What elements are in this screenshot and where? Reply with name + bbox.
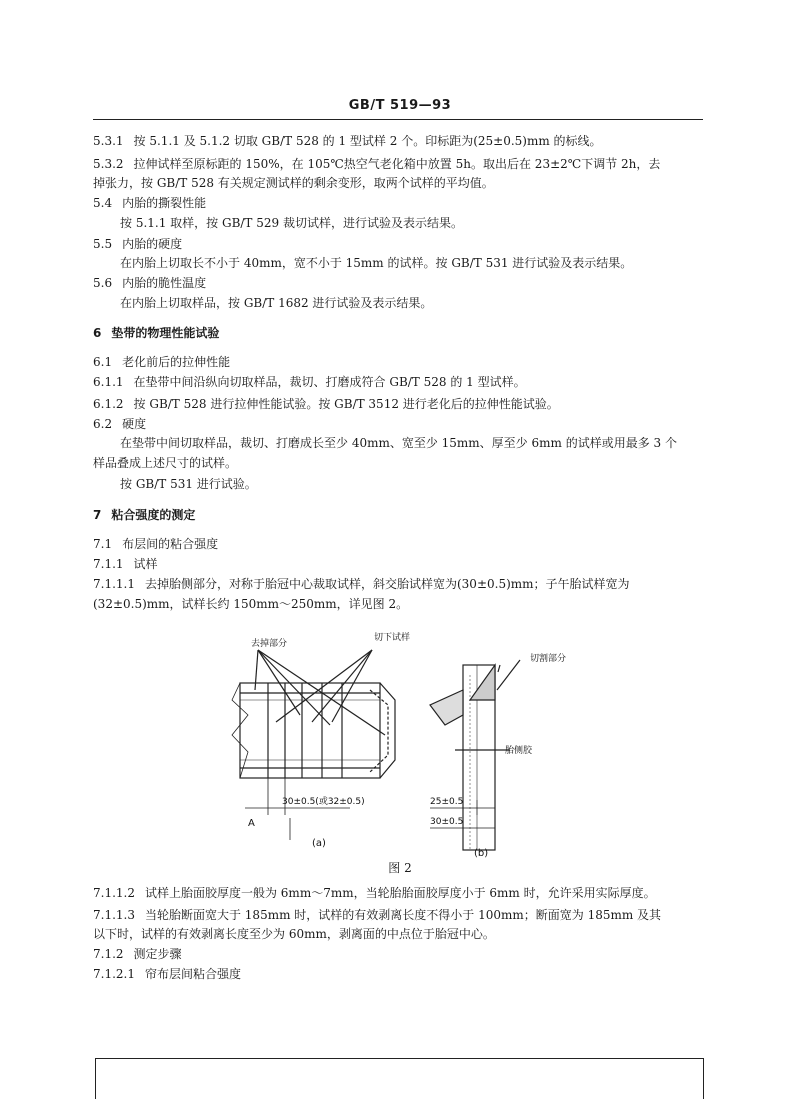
section-6-heading: 6 垫带的物理性能试验 (93, 326, 220, 340)
section-7-heading: 7 粘合强度的测定 (93, 508, 196, 522)
clause-6-2: 6.2 硬度 (93, 417, 147, 431)
clause-7-1-1-2: 7.1.1.2 试样上胎面胶厚度一般为 6mm～7mm，当轮胎胎面胶厚度小于 6mm 时，允许采用实际厚度。 (93, 886, 656, 900)
clause-7-1-1: 7.1.1 试样 (93, 557, 158, 571)
clause-5-4-body: 按 5.1.1 取样，按 GB/T 529 裁切试样，进行试验及表示结果。 (120, 216, 463, 230)
clause-7-1-1-3: 7.1.1.3 当轮胎断面宽大于 185mm 时，试样的有效剥离长度不得小于 100mm；断面宽为 185mm 及其 (93, 908, 662, 922)
footer-frame (95, 1058, 704, 1099)
clause-5-5-body: 在内胎上切取长不小于 40mm，宽不小于 15mm 的试样。按 GB/T 531 进行试验及表示结果。 (120, 256, 633, 270)
clause-5-3-2-cont: 掉张力，按 GB/T 528 有关规定测试样的剩余变形，取两个试样的平均值。 (93, 176, 494, 190)
clause-6-2-body: 在垫带中间切取样品，裁切、打磨成长至少 40mm、宽至少 15mm、厚至少 6mm 的试样或用最多 3 个 (120, 436, 677, 450)
clause-6-1: 6.1 老化前后的拉伸性能 (93, 355, 231, 369)
subfig-a: (a) (312, 838, 326, 849)
clause-5-3-2: 5.3.2 拉伸试样至原标距的 150%，在 105℃热空气老化箱中放置 5h。取出后在 23±2℃下调节 2h，去 (93, 157, 661, 171)
clause-5-4: 5.4 内胎的撕裂性能 (93, 196, 207, 210)
clause-7-1-1-1-cont: (32±0.5)mm，试样长约 150mm～250mm，详见图 2。 (93, 597, 409, 611)
label-A: A (248, 818, 255, 829)
dim-a: 30±0.5(或32±0.5) (282, 797, 365, 807)
clause-7-1-1-1: 7.1.1.1 去掉胎侧部分，对称于胎冠中心裁取试样，斜交胎试样宽为(30±0.5)mm；子午胎试样宽为 (93, 577, 630, 591)
clause-7-1-1-3-cont: 以下时，试样的有效剥离长度至少为 60mm，剥离面的中点位于胎冠中心。 (93, 927, 495, 941)
figure-caption: 图 2 (388, 861, 412, 875)
clause-6-1-1: 6.1.1 在垫带中间沿纵向切取样品，裁切、打磨成符合 GB/T 528 的 1 型试样。 (93, 375, 526, 389)
clause-7-1-2: 7.1.2 测定步骤 (93, 947, 182, 961)
clause-7-1-2-1: 7.1.2.1 帘布层间粘合强度 (93, 967, 241, 981)
clause-6-1-2: 6.1.2 按 GB/T 528 进行拉伸性能试验。按 GB/T 3512 进行老化后的拉伸性能试验。 (93, 397, 559, 411)
clause-5-6: 5.6 内胎的脆性温度 (93, 276, 207, 290)
clause-7-1: 7.1 布层间的粘合强度 (93, 537, 219, 551)
label-remove: 去掉部分 (251, 639, 288, 649)
clause-5-3-1: 5.3.1 按 5.1.1 及 5.1.2 切取 GB/T 528 的 1 型试样 2 个。印标距为(25±0.5)mm 的标线。 (93, 134, 602, 148)
label-sidewall: 胎侧胶 (505, 746, 533, 756)
dim-b1: 25±0.5 (430, 797, 464, 807)
clause-5-6-body: 在内胎上切取样品，按 GB/T 1682 进行试验及表示结果。 (120, 296, 433, 310)
label-cut-part: 切割部分 (530, 654, 567, 664)
clause-6-2-method: 按 GB/T 531 进行试验。 (120, 477, 257, 491)
page-header: GB/T 519—93 (348, 98, 452, 113)
subfig-b: (b) (474, 848, 489, 859)
clause-6-2-body-cont: 样品叠成上述尺寸的试样。 (93, 456, 238, 470)
header-rule (93, 119, 703, 120)
clause-5-5: 5.5 内胎的硬度 (93, 237, 183, 251)
label-cut-sample: 切下试样 (374, 633, 411, 643)
dim-b2: 30±0.5 (430, 817, 464, 827)
